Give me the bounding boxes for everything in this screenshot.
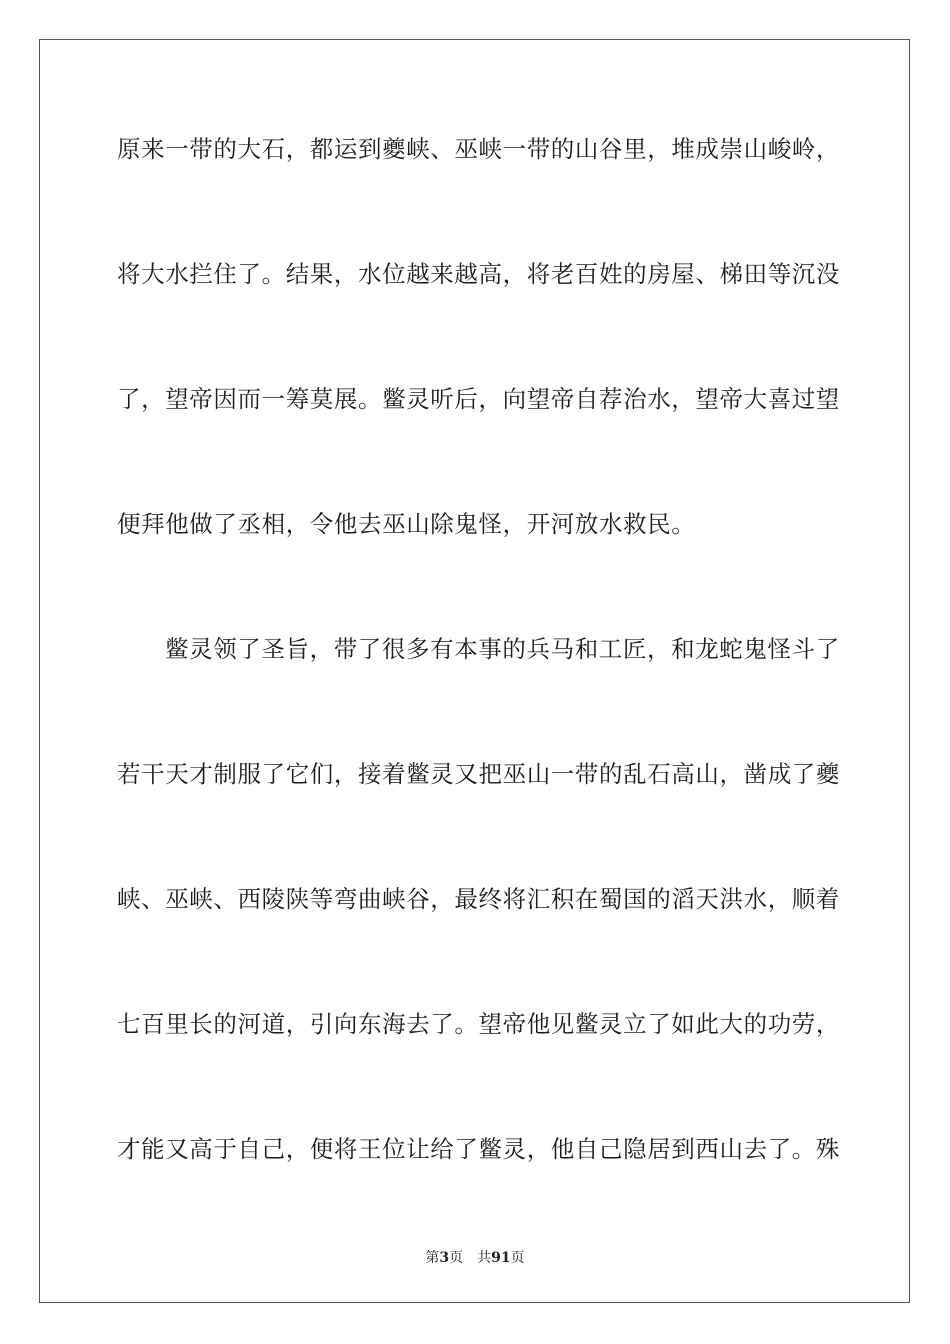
text-line: 将大水拦住了。结果，水位越来越高，将老百姓的房屋、梯田等沉没 (117, 260, 840, 288)
total-suffix: 页 (510, 1250, 525, 1266)
page-prefix: 第 (425, 1250, 440, 1266)
text-line: 峡、巫峡、西陵陕等弯曲峡谷，最终将汇积在蜀国的滔天洪水，顺着 (117, 885, 840, 913)
total-pages: 91 (491, 1250, 511, 1266)
page-border (39, 39, 910, 1303)
text-line: 原来一带的大石，都运到夔峡、巫峡一带的山谷里，堆成崇山峻岭， (117, 135, 840, 163)
text-line: 七百里长的河道，引向东海去了。望帝他见鳖灵立了如此大的功劳， (117, 1010, 840, 1038)
text-line: 才能又高于自己，便将王位让给了鳖灵，他自己隐居到西山去了。殊 (117, 1135, 840, 1163)
text-line: 若干天才制服了它们，接着鳖灵又把巫山一带的乱石高山，凿成了夔 (117, 760, 840, 788)
page-suffix: 页 (449, 1250, 464, 1266)
total-prefix: 共 (477, 1250, 492, 1266)
page-footer (0, 1249, 950, 1267)
text-line: 鳖灵领了圣旨，带了很多有本事的兵马和工匠，和龙蛇鬼怪斗了 (165, 635, 840, 663)
text-line: 了，望帝因而一筹莫展。鳖灵听后，向望帝自荐治水，望帝大喜过望 (117, 385, 840, 413)
text-line: 便拜他做了丞相，令他去巫山除鬼怪，开河放水救民。 (117, 510, 696, 538)
page-number: 3 (439, 1250, 450, 1266)
